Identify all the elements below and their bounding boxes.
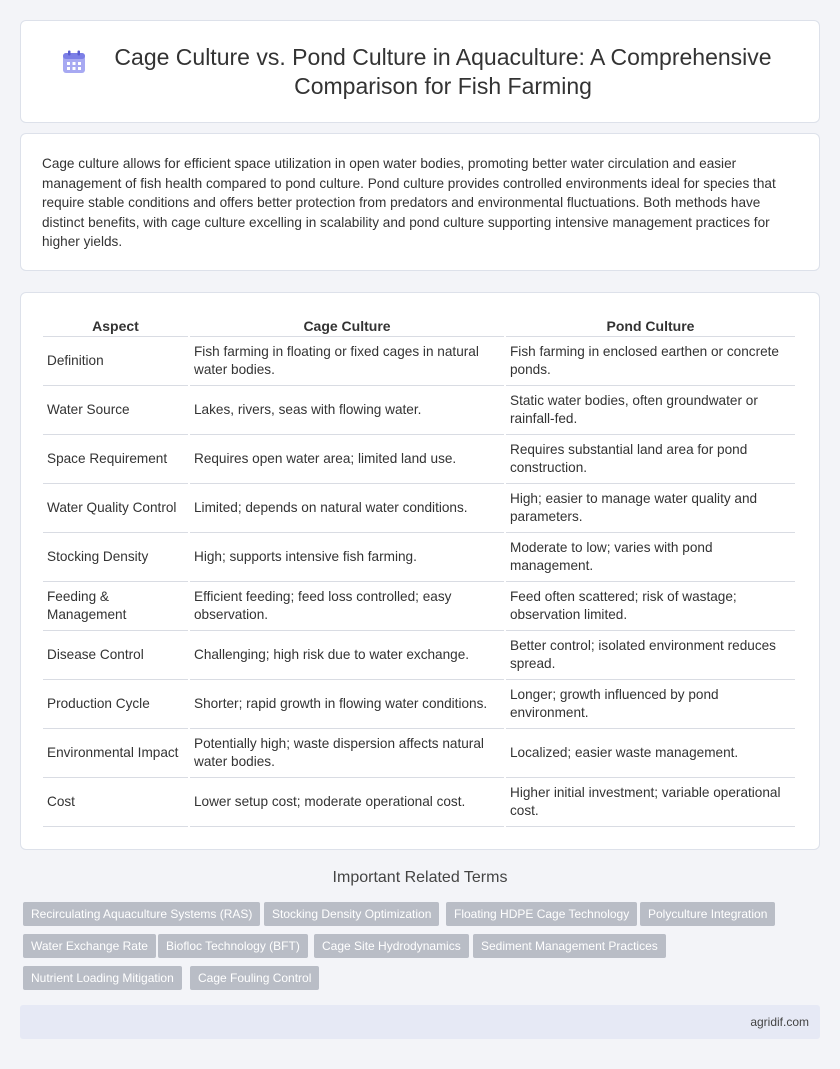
- related-term-tag[interactable]: Stocking Density Optimization: [264, 902, 439, 926]
- aspect-cell: Disease Control: [43, 631, 188, 680]
- pond-cell: Moderate to low; varies with pond management.: [506, 533, 795, 582]
- pond-cell: Fish farming in enclosed earthen or concrete ponds.: [506, 337, 795, 386]
- aspect-cell: Feeding & Management: [43, 582, 188, 631]
- table-row: [43, 435, 795, 484]
- header-cage-culture: Cage Culture: [190, 315, 504, 337]
- cage-cell: Lakes, rivers, seas with flowing water.: [190, 386, 504, 435]
- cage-cell: Potentially high; waste dispersion affects natural water bodies.: [190, 729, 504, 778]
- calendar-icon: [61, 49, 87, 75]
- cage-cell: Fish farming in floating or fixed cages in natural water bodies.: [190, 337, 504, 386]
- intro-paragraph: Cage culture allows for efficient space utilization in open water bodies, promoting better water circulation and easier management of fish health compared to pond culture. Pond culture provides controlled environments ideal for species that require stable conditions and offers better protection from predators and environmental fluctuations. Both methods have distinct benefits, with cage culture excelling in scalability and pond culture supporting intensive management practices for higher yields.: [42, 156, 776, 249]
- related-term-tag[interactable]: Polyculture Integration: [640, 902, 775, 926]
- table-row: [43, 729, 795, 778]
- cage-cell: Lower setup cost; moderate operational cost.: [190, 778, 504, 827]
- cage-cell: High; supports intensive fish farming.: [190, 533, 504, 582]
- table-row: [43, 337, 795, 386]
- table-row: [43, 680, 795, 729]
- aspect-cell: Stocking Density: [43, 533, 188, 582]
- aspect-cell: Environmental Impact: [43, 729, 188, 778]
- related-term-tag[interactable]: Water Exchange Rate: [23, 934, 156, 958]
- aspect-cell: Cost: [43, 778, 188, 827]
- pond-cell: Localized; easier waste management.: [506, 729, 795, 778]
- related-term-tag[interactable]: Biofloc Technology (BFT): [158, 934, 308, 958]
- pond-cell: Feed often scattered; risk of wastage; observation limited.: [506, 582, 795, 631]
- table-row: [43, 386, 795, 435]
- table-row: [43, 631, 795, 680]
- cage-cell: Shorter; rapid growth in flowing water conditions.: [190, 680, 504, 729]
- related-terms-heading: Important Related Terms: [332, 869, 508, 886]
- aspect-cell: Space Requirement: [43, 435, 188, 484]
- aspect-cell: Definition: [43, 337, 188, 386]
- pond-cell: Higher initial investment; variable operational cost.: [506, 778, 795, 827]
- footer-site-link[interactable]: agridif.com: [750, 1015, 809, 1029]
- related-term-tag[interactable]: Nutrient Loading Mitigation: [23, 966, 182, 990]
- related-term-tag[interactable]: Recirculating Aquaculture Systems (RAS): [23, 902, 260, 926]
- aspect-cell: Production Cycle: [43, 680, 188, 729]
- related-term-tag[interactable]: Cage Fouling Control: [190, 966, 319, 990]
- related-term-tag[interactable]: Sediment Management Practices: [473, 934, 666, 958]
- table-row: [43, 582, 795, 631]
- header-aspect: Aspect: [43, 315, 188, 337]
- table-header-row: [43, 315, 795, 337]
- cage-cell: Efficient feeding; feed loss controlled; easy observation.: [190, 582, 504, 631]
- pond-cell: High; easier to manage water quality and parameters.: [506, 484, 795, 533]
- table-row: [43, 484, 795, 533]
- page-title: Cage Culture vs. Pond Culture in Aquaculture: A Comprehensive Comparison for Fish Farming: [114, 43, 772, 99]
- comparison-table: [41, 315, 797, 827]
- table-row: [43, 778, 795, 827]
- aspect-cell: Water Source: [43, 386, 188, 435]
- table-row: [43, 533, 795, 582]
- pond-cell: Longer; growth influenced by pond environment.: [506, 680, 795, 729]
- comparison-table-card: [20, 292, 820, 850]
- cage-cell: Requires open water area; limited land use.: [190, 435, 504, 484]
- title-card: [20, 20, 820, 123]
- cage-cell: Limited; depends on natural water conditions.: [190, 484, 504, 533]
- cage-cell: Challenging; high risk due to water exchange.: [190, 631, 504, 680]
- pond-cell: Static water bodies, often groundwater or rainfall-fed.: [506, 386, 795, 435]
- intro-card: [20, 133, 820, 271]
- pond-cell: Requires substantial land area for pond construction.: [506, 435, 795, 484]
- header-pond-culture: Pond Culture: [506, 315, 795, 337]
- footer: [20, 1005, 820, 1039]
- aspect-cell: Water Quality Control: [43, 484, 188, 533]
- related-term-tag[interactable]: Floating HDPE Cage Technology: [446, 902, 637, 926]
- related-term-tag[interactable]: Cage Site Hydrodynamics: [314, 934, 469, 958]
- pond-cell: Better control; isolated environment reduces spread.: [506, 631, 795, 680]
